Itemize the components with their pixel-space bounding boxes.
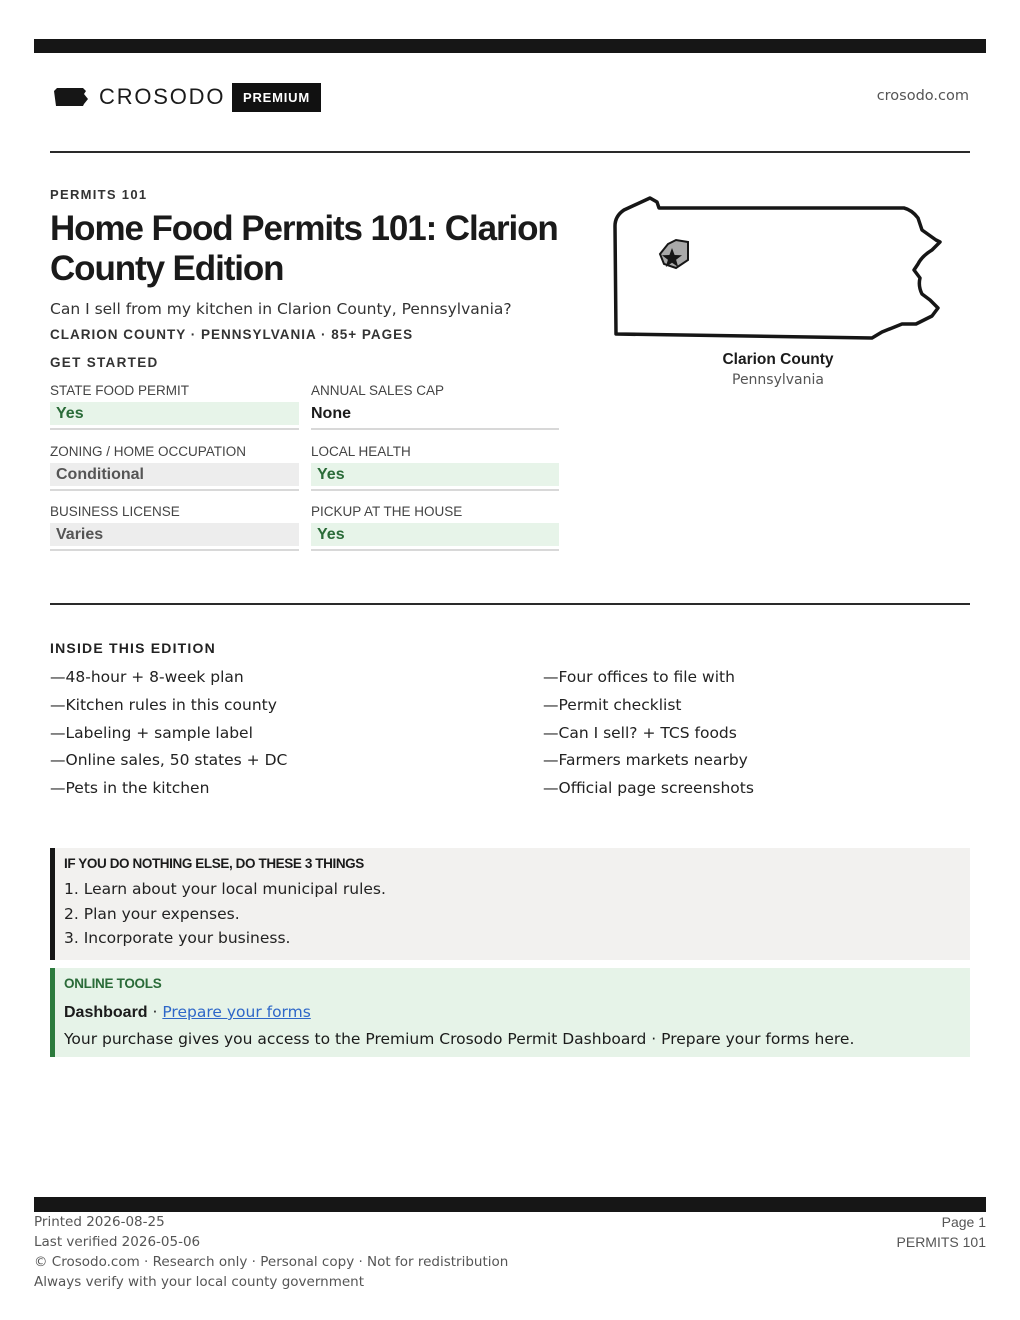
fact-label: STATE FOOD PERMIT [50,383,190,398]
fact-label: LOCAL HEALTH [311,444,411,459]
premium-badge: PREMIUM [232,83,321,112]
pennsylvania-map [612,194,944,340]
inside-edition-heading: INSIDE THIS EDITION [50,640,216,656]
fact-underline [311,428,559,430]
toc-item: —Labeling + sample label [50,723,253,742]
map-county-label: Clarion County [722,351,834,368]
verify-notice: Always verify with your local county government [34,1274,364,1290]
brand-name[interactable]: CROSODO [99,84,226,109]
toc-item: —Permit checklist [543,695,682,714]
site-url[interactable]: crosodo.com [876,88,969,104]
toc-item: —48-hour + 8-week plan [50,668,244,686]
page-title: Home Food Permits 101: Clarion County Edition [50,209,558,288]
printed-date: Printed 2026-08-25 [34,1214,165,1230]
toc-right-column [543,664,963,803]
fact-underline [50,428,299,430]
section-kicker: PERMITS 101 [50,187,148,202]
header-divider [50,151,970,153]
copyright-notice: © Crosodo.com · Research only · Personal copy · Not for redistribution [34,1254,509,1270]
pennsylvania-logo-icon [53,86,89,108]
prepare-forms-link[interactable]: Prepare your forms [162,1003,311,1021]
fact-label: PICKUP AT THE HOUSE [311,504,463,519]
fact-zoning [50,443,299,491]
toc-item: —Official page screenshots [543,779,754,798]
toc-left-column [50,664,470,803]
callout-item: 3. Incorporate your business. [64,929,291,947]
footer-section: PERMITS 101 [896,1234,986,1250]
page-number: Page 1 [941,1214,986,1230]
callout-item: 1. Learn about your local municipal rules. [64,880,386,898]
toc-item: —Pets in the kitchen [50,779,210,798]
fact-underline [311,489,559,491]
fact-business-license [50,503,299,551]
online-tools-callout [50,968,970,1057]
tools-description: Your purchase gives you access to the Premium Crosodo Permit Dashboard · Prepare your forms here. [64,1030,855,1048]
toc-item: —Online sales, 50 states + DC [50,751,288,770]
top-three-callout [50,848,970,960]
fact-label: BUSINESS LICENSE [50,504,180,519]
toc-item: —Four offices to file with [543,668,735,686]
fact-underline [311,549,559,551]
fact-value: Yes [311,463,559,486]
fact-label: ZONING / HOME OCCUPATION [50,444,247,459]
dashboard-line [64,999,970,1026]
fact-underline [50,489,299,491]
callout-item: 2. Plan your expenses. [64,904,240,923]
state-outline [615,198,940,338]
fact-state-food-permit [50,382,299,430]
toc-item: —Kitchen rules in this county [50,695,277,714]
fact-value: None [311,405,351,422]
online-tools-title: ONLINE TOOLS [64,976,162,991]
separator: · [147,1003,163,1021]
fact-value: Varies [50,523,299,546]
top-bar [34,39,986,53]
fact-local-health [311,443,559,491]
fact-label: ANNUAL SALES CAP [311,383,445,398]
footer-right [897,1212,986,1252]
fact-value: Yes [50,402,299,425]
section-divider [50,603,970,605]
fact-value: Conditional [50,463,299,486]
fact-pickup-at-house [311,503,559,551]
callout-title: IF YOU DO NOTHING ELSE, DO THESE 3 THINGS [64,856,364,871]
get-started-heading: GET STARTED [50,355,159,370]
footer-left [34,1212,508,1292]
verified-date: Last verified 2026-05-06 [34,1234,201,1250]
dashboard-label: Dashboard [64,1004,148,1021]
toc-item: —Farmers markets nearby [543,751,748,770]
page-subtitle: Can I sell from my kitchen in Clarion County, Pennsylvania? [50,300,512,318]
map-state-label: Pennsylvania [732,372,824,388]
fact-value: Yes [311,523,559,546]
edition-meta: CLARION COUNTY · PENNSYLVANIA · 85+ PAGES [50,327,414,342]
fact-underline [50,549,299,551]
fact-annual-sales-cap [311,382,559,430]
footer-bar [34,1197,986,1212]
toc-item: —Can I sell? + TCS foods [543,723,737,742]
